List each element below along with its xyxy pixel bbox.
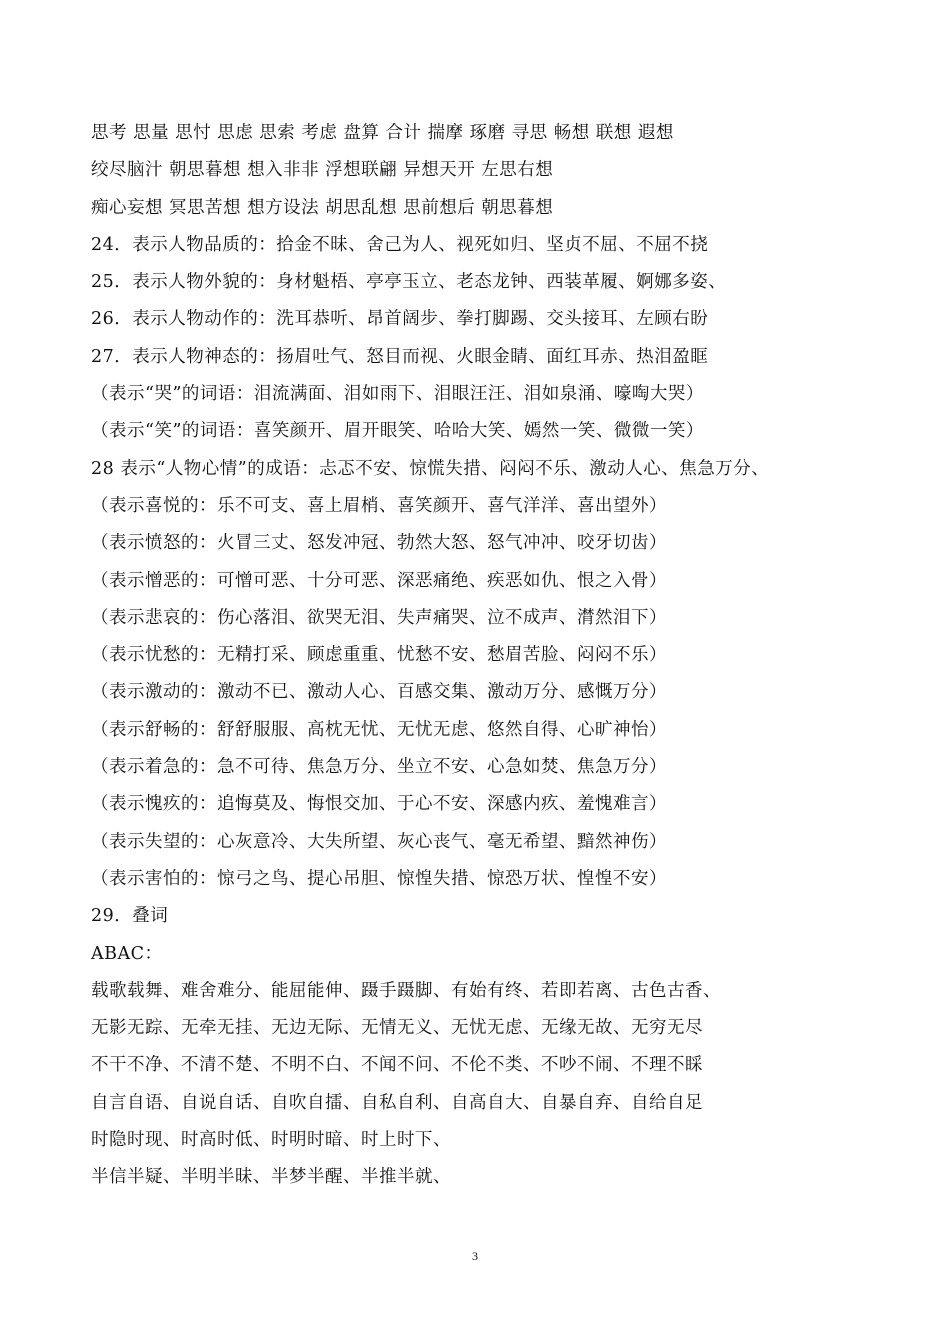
text-line: （表示愤怒的：火冒三丈、怒发冲冠、勃然大怒、怒气冲冲、咬牙切齿） (91, 533, 667, 554)
text-line: （表示忧愁的：无精打采、顾虑重重、忧愁不安、愁眉苦脸、闷闷不乐） (91, 645, 667, 666)
text-line: 25．表示人物外貌的：身材魁梧、亭亭玉立、老态龙钟、西装革履、婀娜多姿、 (91, 272, 727, 293)
text-line: （表示“哭”的词语：泪流满面、泪如雨下、泪眼汪汪、泪如泉涌、嚎啕大哭） (91, 384, 704, 405)
text-line: 29．叠词 (91, 906, 169, 927)
text-line: 半信半疑、半明半昧、半梦半醒、半推半就、 (91, 1167, 451, 1188)
text-line: （表示害怕的：惊弓之鸟、提心吊胆、惊惶失措、惊恐万状、惶惶不安） (91, 868, 667, 889)
text-line: 28 表示“人物心情”的成语：忐忑不安、惊慌失措、闷闷不乐、激动人心、焦急万分、 (91, 458, 770, 479)
text-line: 载歌载舞、难舍难分、能屈能伸、蹑手蹑脚、有始有终、若即若离、古色古香、 (91, 980, 721, 1001)
text-line: 自言自语、自说自话、自吹自擂、自私自利、自高自大、自暴自弃、自给自足 (91, 1092, 703, 1113)
text-line: 绞尽脑汁 朝思暮想 想入非非 浮想联翩 异想天开 左思右想 (91, 160, 554, 181)
text-line: 痴心妄想 冥思苦想 想方设法 胡思乱想 思前想后 朝思暮想 (91, 197, 554, 218)
text-line: 24．表示人物品质的：拾金不昧、舍己为人、视死如归、坚贞不屈、不屈不挠 (91, 234, 709, 255)
text-line: （表示愧疚的：追悔莫及、悔恨交加、于心不安、深感内疚、羞愧难言） (91, 794, 667, 815)
text-line: （表示喜悦的：乐不可支、喜上眉梢、喜笑颜开、喜气洋洋、喜出望外） (91, 495, 667, 516)
text-line: 无影无踪、无牵无挂、无边无际、无情无义、无忧无虑、无缘无故、无穷无尽 (91, 1018, 703, 1039)
text-line: （表示“笑”的词语：喜笑颜开、眉开眼笑、哈哈大笑、嫣然一笑、微微一笑） (91, 421, 704, 442)
text-line: （表示激动的：激动不已、激动人心、百感交集、激动万分、感慨万分） (91, 682, 667, 703)
text-line: （表示悲哀的：伤心落泪、欲哭无泪、失声痛哭、泣不成声、潸然泪下） (91, 607, 667, 628)
text-line: （表示舒畅的：舒舒服服、高枕无忧、无忧无虑、悠然自得、心旷神怡） (91, 719, 667, 740)
text-line: 时隐时现、时高时低、时明时暗、时上时下、 (91, 1130, 451, 1151)
text-line: （表示着急的：急不可待、焦急万分、坐立不安、心急如焚、焦急万分） (91, 757, 667, 778)
text-line: （表示憎恶的：可憎可恶、十分可恶、深恶痛绝、疾恶如仇、恨之入骨） (91, 570, 667, 591)
text-line: 不干不净、不清不楚、不明不白、不闻不问、不伦不类、不吵不闹、不理不睬 (91, 1055, 703, 1076)
text-body (91, 118, 891, 1200)
text-line: 26．表示人物动作的：洗耳恭听、昂首阔步、拳打脚踢、交头接耳、左顾右盼 (91, 309, 709, 330)
text-line: 思考 思量 思忖 思虑 思索 考虑 盘算 合计 揣摩 琢磨 寻思 畅想 联想 遐想 (91, 123, 674, 143)
page-number: 3 (472, 1249, 478, 1263)
text-line: ABAC： (91, 943, 163, 964)
text-line: （表示失望的：心灰意冷、大失所望、灰心丧气、毫无希望、黯然神伤） (91, 831, 667, 852)
text-line: 27．表示人物神态的：扬眉吐气、怒目而视、火眼金睛、面红耳赤、热泪盈眶 (91, 346, 709, 367)
